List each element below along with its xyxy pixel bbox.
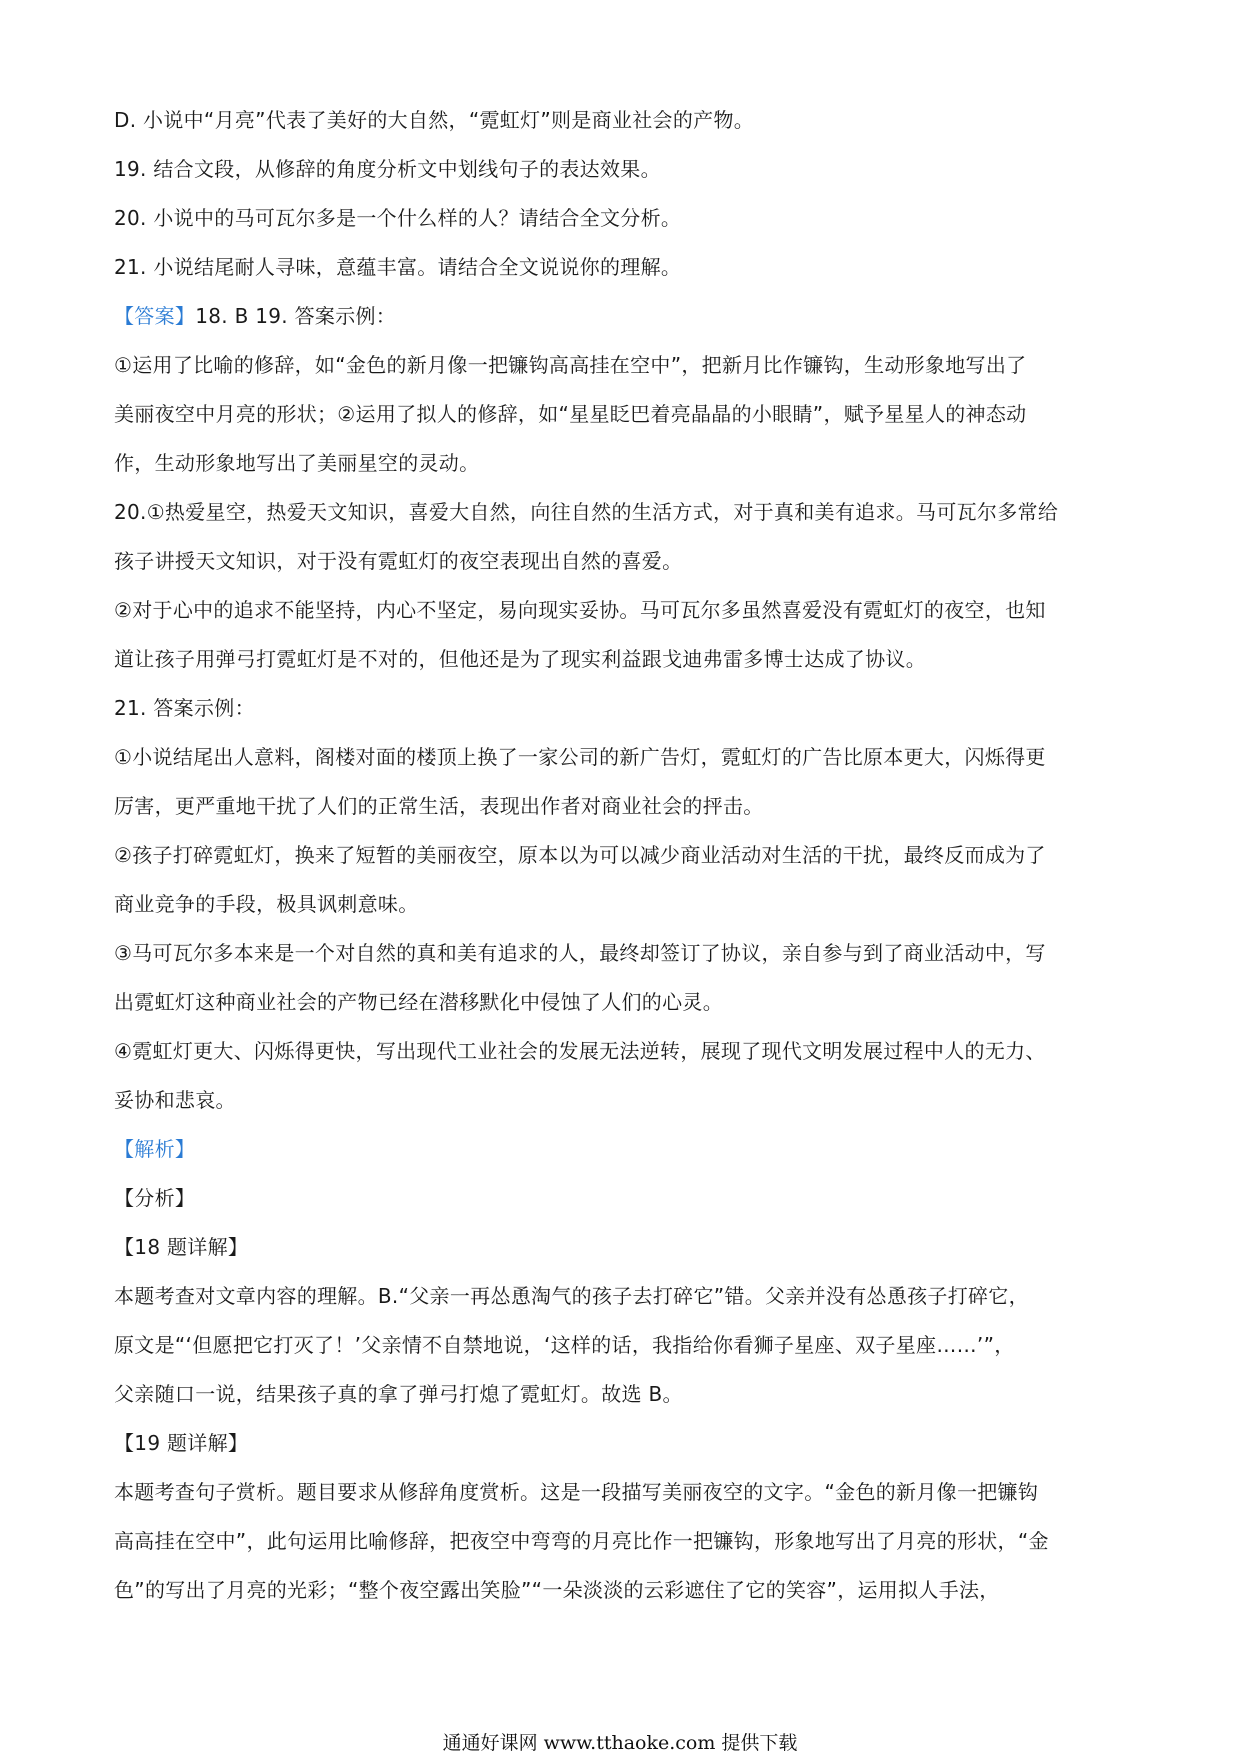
answer-header (114, 292, 1134, 341)
page-footer: 通通好课网 www.tthaoke.com 提供下载 (442, 1732, 798, 1754)
text-line: 父亲随口一说，结果孩子真的拿了弹弓打熄了霓虹灯。故选 B。 (114, 1382, 683, 1406)
text-line: 色”的写出了月亮的光彩；“整个夜空露出笑脸”“一朵淡淡的云彩遮住了它的笑容”，运用拟人手法， (114, 1578, 1000, 1602)
analysis-heading: 【解析】 (114, 1137, 196, 1161)
section-heading: 【分析】 (114, 1186, 196, 1210)
text-line: 原文是“‘但愿把它打灭了！’父亲情不自禁地说，‘这样的话，我指给你看狮子星座、双子星座……’”， (114, 1333, 1015, 1357)
text-line: 21. 答案示例： (114, 696, 255, 720)
text-line: 道让孩子用弹弓打霓虹灯是不对的，但他还是为了现实利益跟戈迪弗雷多博士达成了协议。 (114, 647, 926, 671)
text-line: ④霓虹灯更大、闪烁得更快，写出现代工业社会的发展无法逆转，展现了现代文明发展过程中人的无力、 (114, 1039, 1046, 1063)
text-line: 作，生动形象地写出了美丽星空的灵动。 (114, 451, 480, 475)
question-21: 21. 小说结尾耐人寻味，意蕴丰富。请结合全文说说你的理解。 (114, 255, 682, 279)
answer-tag: 【答案】 (114, 304, 196, 328)
text-line: 出霓虹灯这种商业社会的产物已经在潜移默化中侵蚀了人们的心灵。 (114, 990, 723, 1014)
text-line: ①运用了比喻的修辞，如“金色的新月像一把镰钩高高挂在空中”，把新月比作镰钩，生动形象地写出了 (114, 353, 1027, 377)
section-heading: 【18 题详解】 (114, 1235, 249, 1259)
option-d: D. 小说中“月亮”代表了美好的大自然，“霓虹灯”则是商业社会的产物。 (114, 108, 755, 132)
text-line: 高高挂在空中”，此句运用比喻修辞，把夜空中弯弯的月亮比作一把镰钩，形象地写出了月亮的形状，“金 (114, 1529, 1049, 1553)
text-line: ②对于心中的追求不能坚持，内心不坚定，易向现实妥协。马可瓦尔多虽然喜爱没有霓虹灯的夜空，也知 (114, 598, 1046, 622)
text-line: ③马可瓦尔多本来是一个对自然的真和美有追求的人，最终却签订了协议，亲自参与到了商业活动中，写 (114, 941, 1046, 965)
text-line: 厉害，更严重地干扰了人们的正常生活，表现出作者对商业社会的抨击。 (114, 794, 764, 818)
section-heading: 【19 题详解】 (114, 1431, 249, 1455)
text-line: 本题考查句子赏析。题目要求从修辞角度赏析。这是一段描写美丽夜空的文字。“金色的新月像一把镰钩 (114, 1480, 1039, 1504)
text-line: 孩子讲授天文知识，对于没有霓虹灯的夜空表现出自然的喜爱。 (114, 549, 683, 573)
text-line: 美丽夜空中月亮的形状；②运用了拟人的修辞，如“星星眨巴着亮晶晶的小眼睛”，赋予星星人的神态动 (114, 402, 1027, 426)
document-body (114, 96, 1134, 1615)
text-line: 本题考查对文章内容的理解。B.“父亲一再怂恿淘气的孩子去打碎它”错。父亲并没有怂恿孩子打碎它， (114, 1284, 1029, 1308)
text-line: ②孩子打碎霓虹灯，换来了短暂的美丽夜空，原本以为可以减少商业活动对生活的干扰，最终反而成为了 (114, 843, 1046, 867)
text-line: 商业竞争的手段，极具讽刺意味。 (114, 892, 419, 916)
question-20: 20. 小说中的马可瓦尔多是一个什么样的人？请结合全文分析。 (114, 206, 682, 230)
text-line: 妥协和悲哀。 (114, 1088, 236, 1112)
answer-header-text: 18. B 19. 答案示例： (195, 304, 397, 328)
text-line: ①小说结尾出人意料，阁楼对面的楼顶上换了一家公司的新广告灯，霓虹灯的广告比原本更大，闪烁得更 (114, 745, 1046, 769)
question-19: 19. 结合文段，从修辞的角度分析文中划线句子的表达效果。 (114, 157, 661, 181)
text-line: 20.①热爱星空，热爱天文知识，喜爱大自然，向往自然的生活方式，对于真和美有追求。马可瓦尔多常给 (114, 500, 1059, 524)
